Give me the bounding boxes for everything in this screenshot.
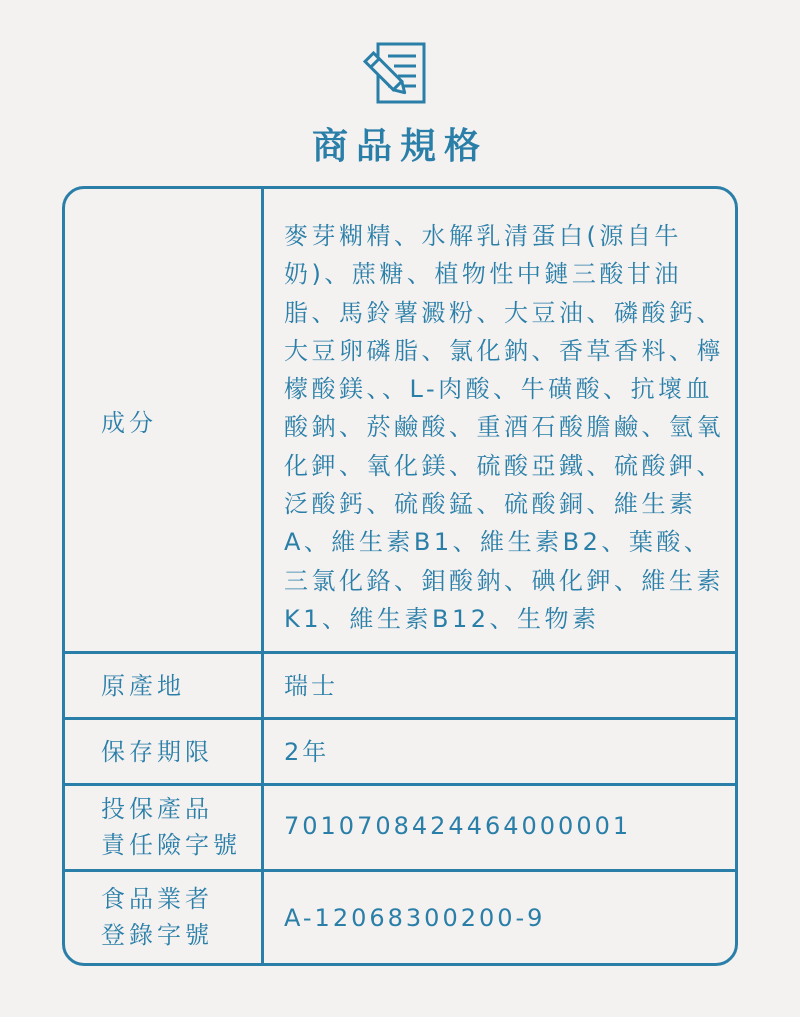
- ingredients-label: 成分: [101, 409, 157, 437]
- insurance-label-line2: 責任險字號: [101, 831, 241, 859]
- registration-label-line1: 食品業者: [101, 885, 213, 913]
- origin-label: 原產地: [101, 672, 185, 700]
- shelf-life-value: 2年: [284, 738, 330, 766]
- page-title: 商品規格: [311, 126, 488, 167]
- row-divider: [65, 869, 735, 872]
- row-divider: [65, 783, 735, 786]
- origin-value: 瑞士: [284, 672, 338, 700]
- row-divider: [65, 717, 735, 720]
- registration-label-line2: 登錄字號: [101, 921, 213, 949]
- registration-number-value: A-12068300200-9: [284, 904, 546, 932]
- ingredients-value: 麥芽糊精、水解乳清蛋白(源自牛奶)、蔗糖、植物性中鏈三酸甘油脂、馬鈴薯澱粉、大豆油、磷酸鈣、大豆卵磷脂、氯化鈉、香草香料、檸檬酸鎂、、L-肉酸、牛磺酸、抗壞血酸鈉、菸鹼酸、重酒石酸膽鹼、氫氧化鉀、氧化鎂、硫酸亞鐵、硫酸鉀、泛酸鈣、硫酸錳、硫酸銅、維生素A、維生素B1、維生素B2、葉酸、三氯化鉻、鉬酸鈉、碘化鉀、維生素K1、維生素B12、生物素: [284, 222, 724, 633]
- column-divider: [261, 189, 264, 963]
- row-divider: [65, 651, 735, 654]
- document-pencil-icon: [358, 40, 430, 106]
- spec-table: [62, 186, 738, 966]
- insurance-number-value: 7010708424464000001: [284, 812, 632, 840]
- insurance-label-line1: 投保產品: [101, 795, 213, 823]
- shelf-life-label: 保存期限: [101, 738, 213, 766]
